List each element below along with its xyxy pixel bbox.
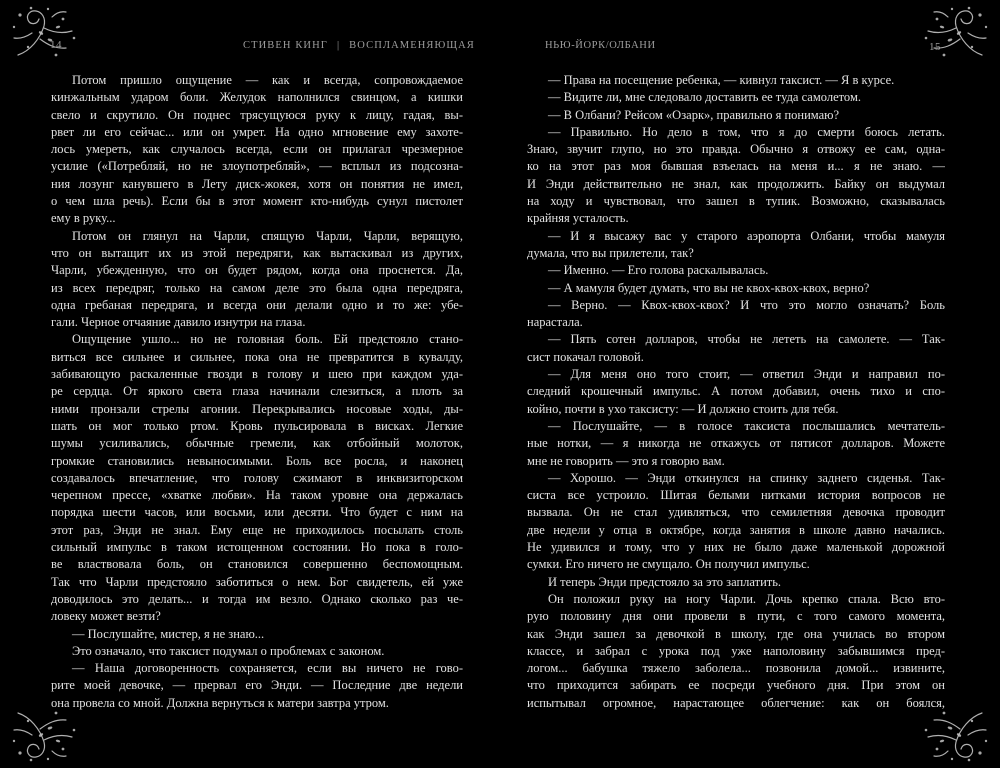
text-line: койно, почти в ухо таксисту: — И должно стоить для тебя. (527, 401, 839, 416)
text-line: испытывал огромное, нарастающее облегчение: как он боялся, (527, 695, 945, 710)
text-line: на ходу и чувствовал, что зашел в тупик. Возможно, сказывалась (527, 194, 945, 209)
text-line: вызвала. Он не стал удивляться, что семилетняя девочка проводит (527, 505, 945, 520)
text-line: — Послушайте, — в голосе таксиста послышались мечтатель- (548, 418, 945, 433)
text-line: виться все сильнее и сильнее, пока она не превратится в кувалду, (51, 349, 463, 364)
text-line: что он вытащит их из этой передряги, как вытаскивал из других, (51, 245, 463, 260)
running-header-left (243, 40, 475, 51)
page-number-left: 14 (50, 39, 62, 51)
author-header: СТИВЕН КИНГ (243, 40, 328, 51)
text-line: шать он мог только ртом. Кровь пульсировала в висках. Легкие (51, 418, 463, 433)
text-line: — А мамуля будет думать, что вы не квох-квох-квох, верно? (548, 280, 870, 295)
text-line: черепном прессе, «хватке любви». На таком уровне она держалась (51, 488, 463, 503)
text-line: нарастала. (527, 315, 583, 330)
text-line: Знаю, звучит глупо, но это правда. Обычно я отвожу ее сам, одна- (527, 142, 945, 157)
text-line: — И я высажу вас у старого аэропорта Олбани, чтобы мамуля (548, 228, 945, 243)
text-line: ловеку может везти? (51, 609, 161, 624)
text-line: мне не говорить — это я говорю вам. (527, 453, 725, 468)
header-separator: | (336, 40, 341, 51)
text-line: Чарли, убежденную, что он будет рядом, когда она проснется. Да, (51, 263, 463, 278)
text-line: из всех передряг, только на самом деле это была одна передряга, (51, 280, 463, 295)
text-line: — Права на посещение ребенка, — кивнул таксист. — Я в курсе. (548, 73, 895, 87)
text-line: шумы усиливались, обычные гремели, как отбойный молоток, (51, 436, 463, 451)
text-line: рвет ли его сейчас... или он умрет. На одно мгновение ему захоте- (51, 124, 463, 139)
text-line: создавалось впечатление, что голову сжимают в инквизиторском (51, 470, 463, 485)
text-line: порядка шести часов, или восьми, или десяти. Что будет с ним на (51, 505, 463, 520)
text-line: доводилось это делать... и тогда им везло. Однако сколько раз че- (51, 591, 463, 606)
text-line: она провела со мной. Должна вернуться к матери завтра утром. (51, 695, 389, 710)
text-line: что приходится забирать ее посреди учебного дня. При этом он (527, 678, 945, 693)
text-line: — Пять сотен долларов, чтобы не лететь на самолете. — Так- (548, 332, 945, 347)
text-line: ния лозунг канувшего в Лету диск-жокея, хотя он понятия не имел, (51, 176, 463, 191)
text-line: — Для меня оно того стоит, — ответил Энди и направил по- (548, 367, 945, 382)
floral-corner-ornament-icon (8, 3, 94, 69)
running-header-right: НЬЮ-ЙОРК/ОЛБАНИ (545, 40, 656, 51)
text-line: сумки. Его ничего не смущало. Он получил импульс. (527, 557, 810, 572)
text-line: о чем шла речь). Если бы в этот момент кто-нибудь сунул пистолет (51, 194, 463, 209)
text-line: логом... бабушка тяжело заболела... позвонила домой... извините, (527, 661, 945, 676)
text-line: сист покачал головой. (527, 349, 644, 364)
text-line: свело и скрутило. Он поднес трясущуюся руку к лицу, гадая, вы- (51, 107, 463, 122)
floral-corner-ornament-icon (906, 3, 992, 69)
text-line: систа все устроило. Шитая белыми нитками история вопросов не (527, 488, 945, 503)
text-line: Он положил руку на ногу Чарли. Дочь крепко спала. Всю вто- (548, 591, 945, 606)
text-line: думала, что вы прилетели, так? (527, 245, 694, 260)
right-page-text (527, 72, 945, 712)
text-line: — Наша договоренность сохраняется, если вы ничего не гово- (72, 661, 463, 676)
text-line: крайняя усталость. (527, 211, 629, 226)
text-line: ко на этот раз моя бывшая взъелась на меня и... я не знаю. — (527, 159, 945, 174)
text-line: лось умереть, как случалось всегда, если он прилагал чрезмерное (51, 142, 463, 157)
text-line: Это означало, что таксист подумал о проблемах с законом. (72, 643, 385, 658)
text-line: ные нотки, — я никогда не откажусь от пятисот долларов. Можете (527, 436, 945, 451)
text-line: — Хорошо. — Энди откинулся на спинку заднего сиденья. Так- (548, 470, 945, 485)
text-line: рую половину дня они провели в пути, с того самого момента, (527, 609, 945, 624)
text-line: как Энди зашел за девочкой в школу, где она училась во втором (527, 626, 945, 641)
text-line: Не удивился и тому, что у них не было даже маленькой дорожной (527, 540, 945, 555)
left-page-text (51, 72, 463, 712)
text-line: ему в руку... (51, 211, 116, 226)
text-line: И теперь Энди предстояло за это заплатить. (548, 574, 782, 589)
page-number-right: 15 (929, 41, 941, 53)
text-line: следний крошечный импульс. А потом добавил, очень тихо и спо- (527, 384, 945, 399)
text-line: — Именно. — Его голова раскалывалась. (548, 263, 769, 278)
text-line: одна гребаная передряга, и всегда они делали одно и то же: убе- (51, 297, 463, 312)
text-line: ре сердца. От яркого света глаза начинали слезиться, а плоть за (51, 384, 463, 399)
text-line: этот раз, Энди не знал. Ему еще не приходилось посылать столь (51, 522, 463, 537)
text-line: Ощущение ушло... но не головная боль. Ей предстояло стано- (72, 332, 463, 347)
text-line: усилие («Потребляй, но не злоупотребляй», — всплыл из подсозна- (51, 159, 463, 174)
text-line: — В Олбани? Рейсом «Озарк», правильно я понимаю? (548, 107, 840, 122)
text-line: Потом пришло ощущение — как и всегда, сопровождаемое (72, 73, 463, 87)
text-line: — Видите ли, мне следовало доставить ее туда самолетом. (548, 90, 861, 105)
text-line: ними пронзали стрелы агонии. Перекрывались носовые ходы, ды- (51, 401, 463, 416)
text-line: — Послушайте, мистер, я не знаю... (72, 626, 265, 641)
text-line: сильный импульс в таком истощенном состоянии. Но пока в голо- (51, 540, 463, 555)
text-line: забивающую раскаленные гвозди в голову и шею при каждом уда- (51, 367, 463, 382)
text-line: гали. Черное отчаяние давило изнутри на глаза. (51, 315, 306, 330)
text-line: — Правильно. Но дело в том, что я до смерти боюсь летать. (548, 124, 945, 139)
text-line: кинжальным ударом боли. Желудок наполнился свинцом, а кишки (51, 90, 463, 105)
text-line: ве властвовала боль, он становился совершенно беспомощным. (51, 557, 463, 572)
text-line: классе, и забрал с урока под уже наполовину забывшимся пред- (527, 643, 945, 658)
text-line: две недели у отца в октябре, когда занятия в школе давно начались. (527, 522, 945, 537)
text-line: Потом он глянул на Чарли, спящую Чарли, Чарли, верящую, (72, 228, 463, 243)
text-line: И Энди действительно не знал, как продолжить. Байку он выдумал (527, 176, 945, 191)
title-header: ВОСПЛАМЕНЯЮЩАЯ (349, 40, 475, 51)
text-line: громкие становились невыносимыми. Боль все росла, и наконец (51, 453, 463, 468)
text-line: рите моей девочке, — прервал его Энди. — Последние две недели (51, 678, 463, 693)
text-line: — Верно. — Квох-квох-квох? И что это могло означать? Боль (548, 297, 945, 312)
text-line: Так что Чарли предстояло заботиться о нем. Бог свидетель, ей уже (51, 574, 463, 589)
